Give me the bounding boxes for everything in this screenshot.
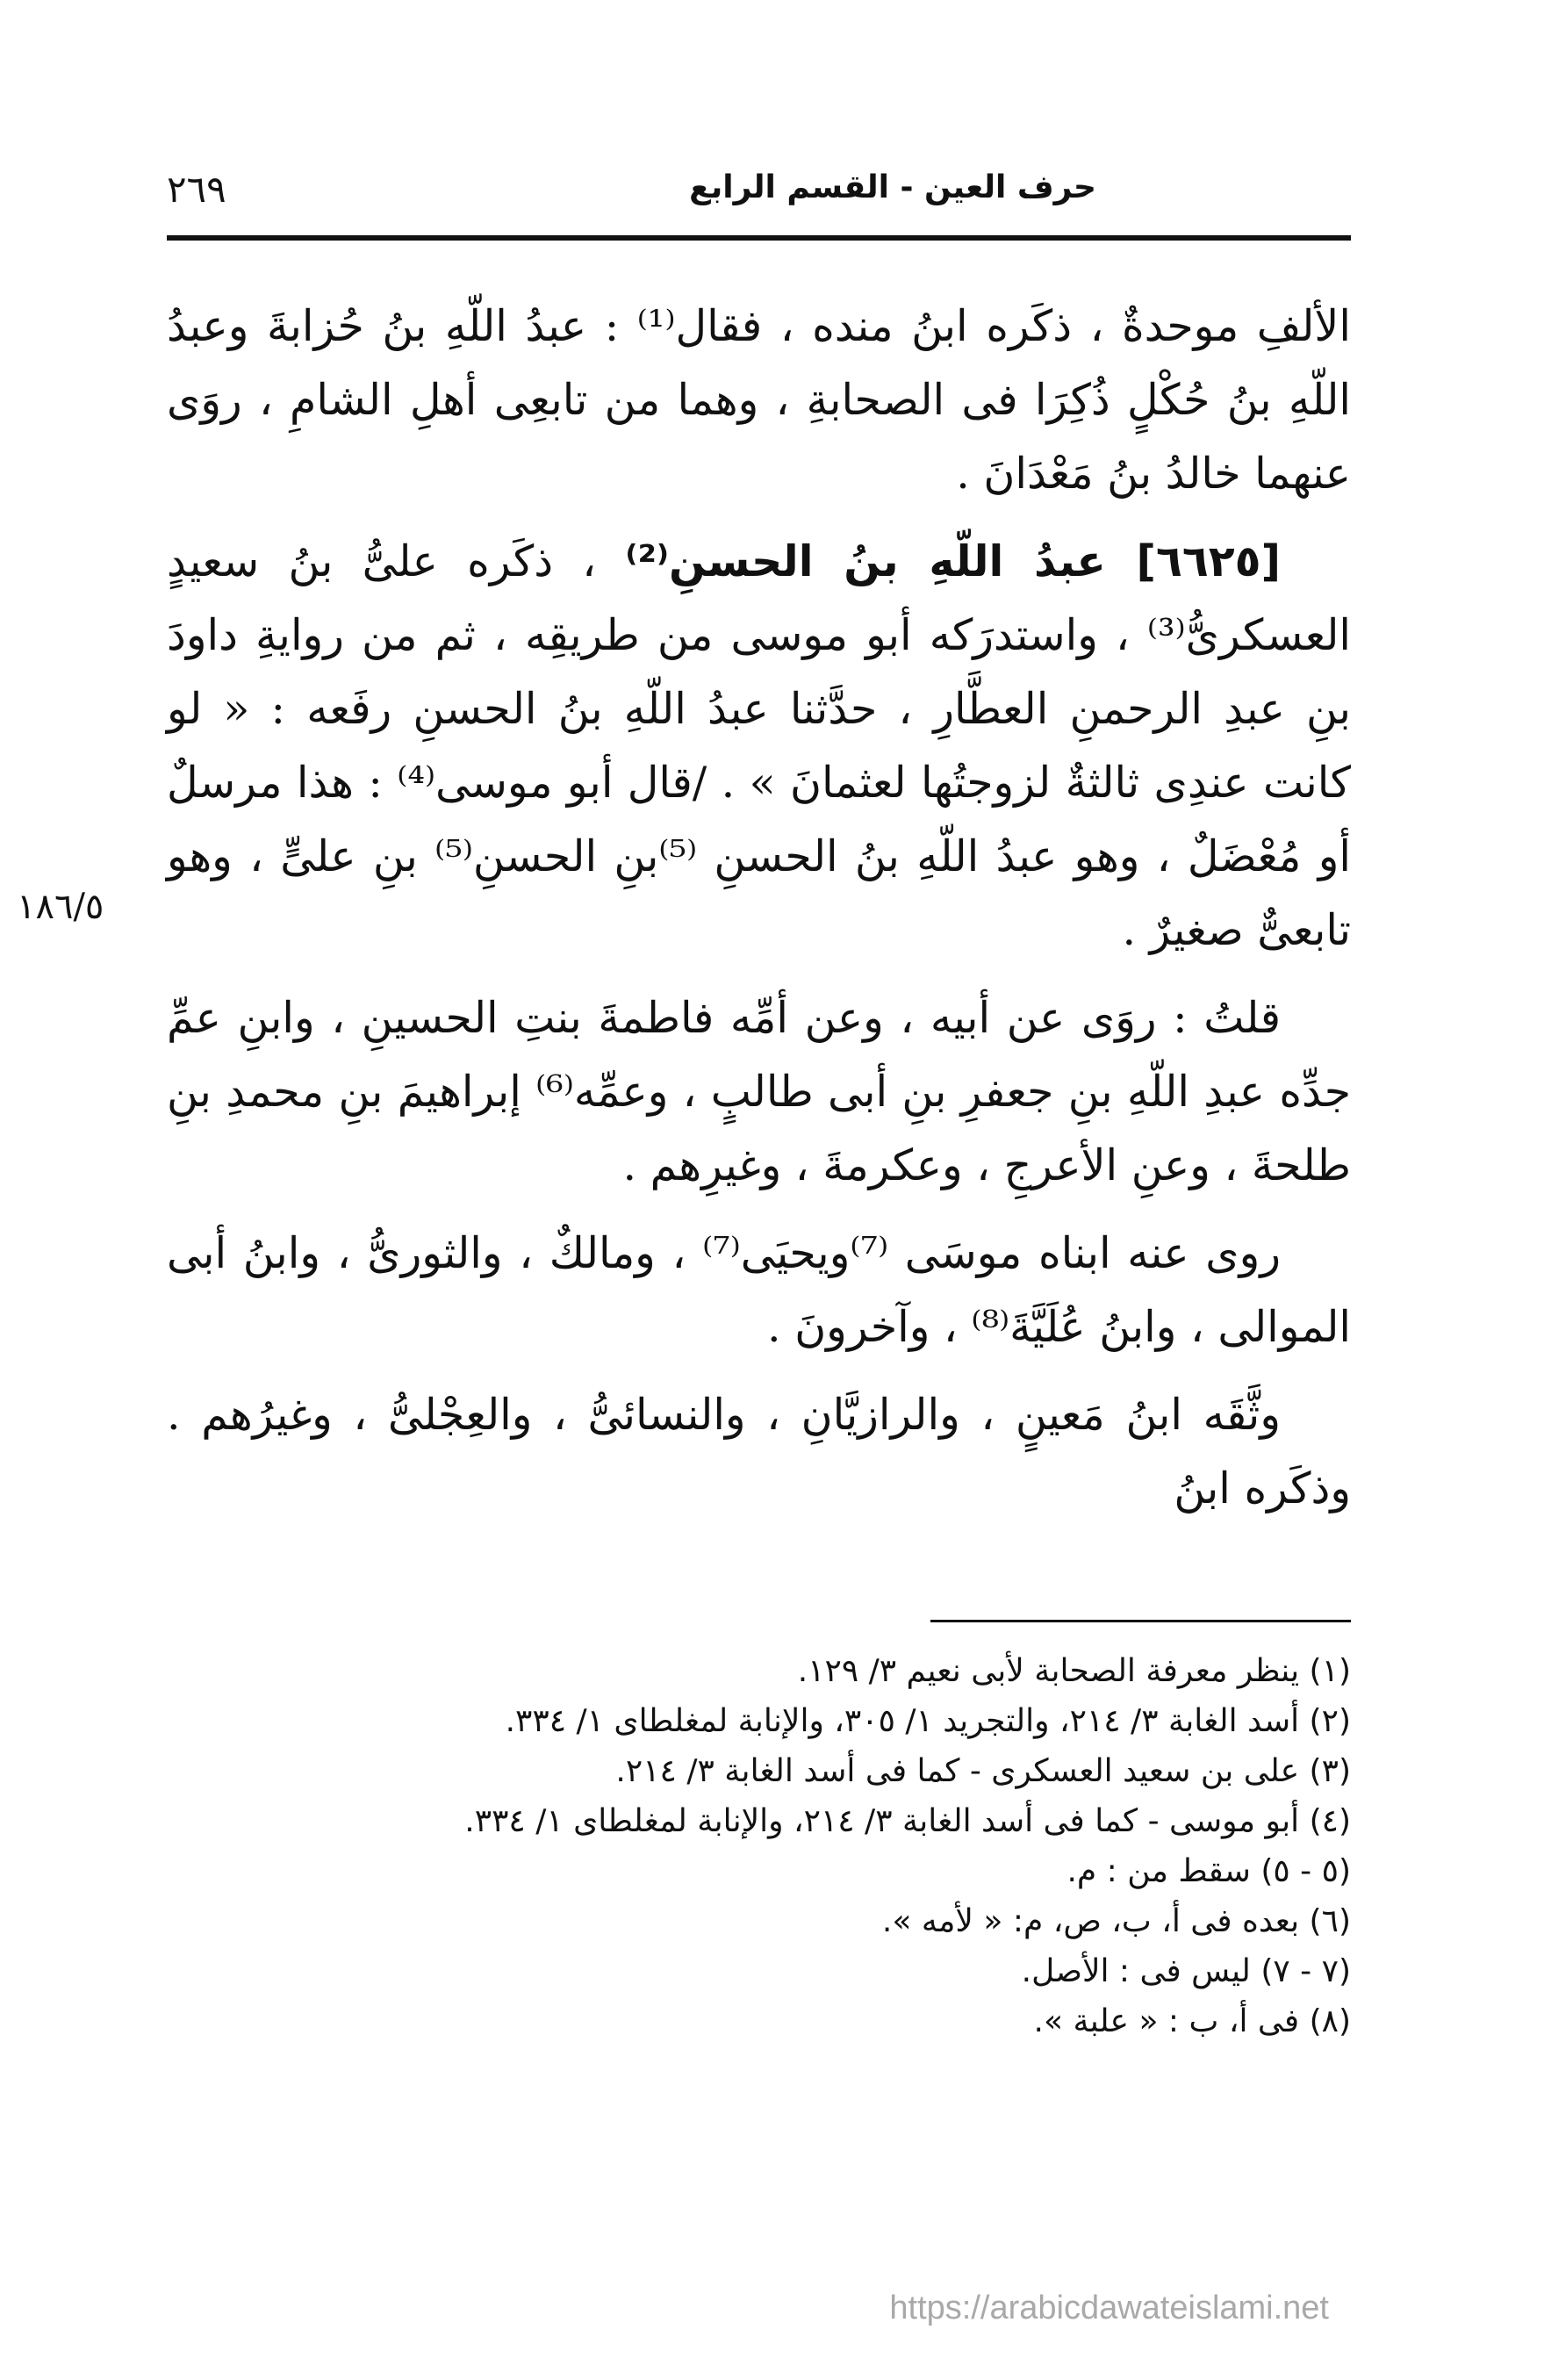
footnotes: [167, 1646, 1351, 2046]
margin-reference: ١٨٦/٥: [17, 887, 104, 927]
paragraph-5: وثَّقَه ابنُ مَعينٍ ، والرازيَّانِ ، والنسائىُّ ، والعِجْلىُّ ، وغيرُهم . وذكَره ابنُ: [167, 1390, 1351, 1514]
footnote-5: (٥ - ٥) سقط من : م.: [1066, 1853, 1351, 1889]
entry-text: ، ذكَره علىُّ بنُ سعيدٍ العسكرىُّ⁽³⁾ ، واستدرَكه أبو موسى من طريقِه ، ثم من روايةِ داودَ بنِ عبدِ الرحمنِ العطَّارِ ، حدَّثنا عبدُ اللّهِ بنُ الحسنِ رفَعه : « لو كانت عندِى ثالثةٌ لزوجتُها لعثمانَ » . /قال أبو موسى⁽⁴⁾ : هذا مرسلٌ أو مُعْضَلٌ ، وهو عبدُ اللّهِ بنُ الحسنِ ⁽⁵⁾بنِ الحسنِ⁽⁵⁾ بنِ علىٍّ ، وهو تابعىٌّ صغيرٌ .: [167, 536, 1351, 955]
paragraph-3: قلتُ : روَى عن أبيه ، وعن أمِّه فاطمةَ بنتِ الحسينِ ، وابنِ عمِّ جدِّه عبدِ اللّهِ بنِ جعفرِ بنِ أبى طالبٍ ، وعمِّه⁽⁶⁾ إبراهيمَ بنِ محمدِ بنِ طلحةَ ، وعنِ الأعرجِ ، وعكرمةَ ، وغيرِهم .: [167, 993, 1352, 1190]
footnote-4: (٤) أبو موسى - كما فى أسد الغابة ٣/ ٢١٤، والإنابة لمغلطاى ١/ ٣٣٤.: [464, 1803, 1351, 1839]
footnote-rule: [930, 1620, 1351, 1622]
footnote-2: (٢) أسد الغابة ٣/ ٢١٤، والتجريد ١/ ٣٠٥، والإنابة لمغلطاى ١/ ٣٣٤.: [505, 1703, 1351, 1739]
page-number: ٢٦٩: [167, 168, 226, 211]
paragraph-4: روى عنه ابناه موسَى ⁽⁷⁾ويحيَى⁽⁷⁾ ، ومالكٌ ، والثورىُّ ، وابنُ أبى الموالى ، وابنُ عُلَيَّةَ⁽⁸⁾ ، وآخرونَ .: [167, 1228, 1351, 1352]
page-header: [167, 162, 1351, 224]
footnote-1: (١) ينظر معرفة الصحابة لأبى نعيم ٣/ ١٢٩.: [797, 1653, 1351, 1689]
running-title: حرف العين - القسم الرابع: [689, 169, 1096, 205]
entry-paragraph: [167, 525, 1351, 967]
watermark-url: https://arabicdawateislami.net: [889, 2290, 1329, 2326]
footnote-7: (٧ - ٧) ليس فى : الأصل.: [1021, 1953, 1351, 1989]
footnote-3: (٣) على بن سعيد العسكرى - كما فى أسد الغابة ٣/ ٢١٤.: [615, 1753, 1351, 1789]
paragraph-1: الألفِ موحدةٌ ، ذكَره ابنُ منده ، فقال⁽¹⁾ : عبدُ اللّهِ بنُ حُزابةَ وعبدُ اللّهِ بنُ حُكْلٍ ذُكِرَا فى الصحابةِ ، وهما من تابعِى أهلِ الشامِ ، روَى عنهما خالدُ بنُ مَعْدَانَ .: [167, 301, 1351, 499]
header-rule: [167, 235, 1351, 241]
entry-heading: [٦٦٢٥] عبدُ اللّهِ بنُ الحسنِ⁽²⁾: [625, 536, 1281, 586]
footnote-8: (٨) فى أ، ب : « علبة ».: [1033, 2003, 1351, 2039]
footnote-6: (٦) بعده فى أ، ب، ص، م: « لأمه ».: [881, 1903, 1351, 1939]
main-text: [167, 290, 1351, 1540]
